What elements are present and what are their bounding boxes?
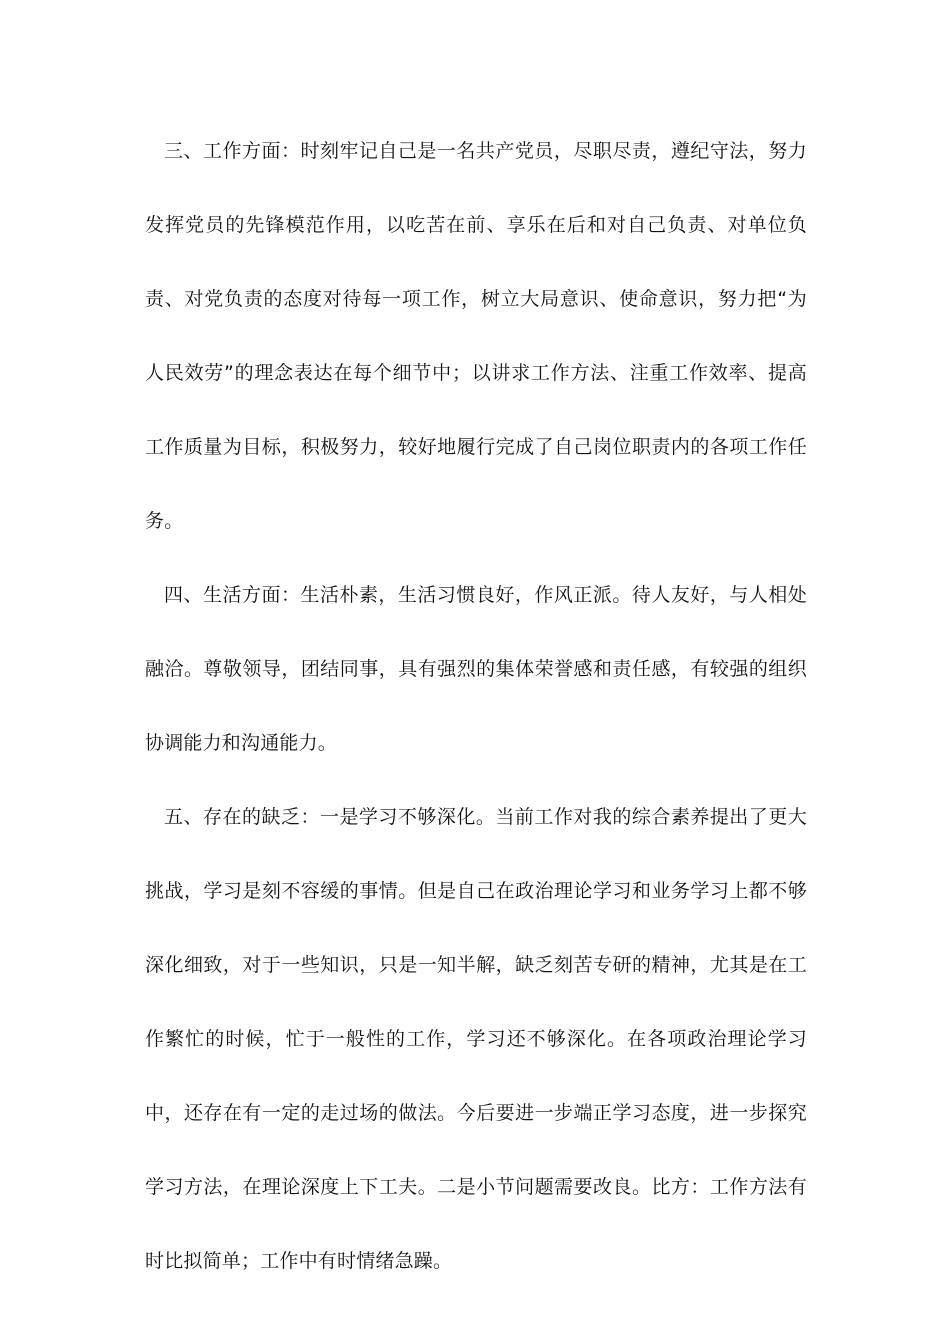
paragraph-work: 三、工作方面：时刻牢记自己是一名共产党员，尽职尽责，遵纪守法，努力发挥党员的先锋模范作用，以吃苦在前、享乐在后和对自己负责、对单位负责、对党负责的态度对待每一项工作，树立大局意识、使命意识，努力把“为人民效劳”的理念表达在每个细节中；以讲求工作方法、注重工作效率、提高工作质量为目标，积极努力，较好地履行完成了自己岗位职责内的各项工作任务。 bbox=[145, 140, 807, 532]
paragraph-shortcomings: 五、存在的缺乏：一是学习不够深化。当前工作对我的综合素养提出了更大挑战，学习是刻不容缓的事情。但是自己在政治理论学习和业务学习上都不够深化细致，对于一些知识，只是一知半解，缺乏刻苦专研的精神，尤其是在工作繁忙的时候，忙于一般性的工作，学习还不够深化。在各项政治理论学习中，还存在有一定的走过场的做法。今后要进一步端正学习态度，进一步探究学习方法，在理论深度上下工夫。二是小节问题需要改良。比方：工作方法有时比拟简单；工作中有时情绪急躁。 bbox=[145, 806, 807, 1272]
document-body bbox=[145, 114, 807, 1298]
paragraph-life: 四、生活方面：生活朴素，生活习惯良好，作风正派。待人友好，与人相处融洽。尊敬领导，团结同事，具有强烈的集体荣誉感和责任感，有较强的组织协调能力和沟通能力。 bbox=[145, 584, 807, 754]
